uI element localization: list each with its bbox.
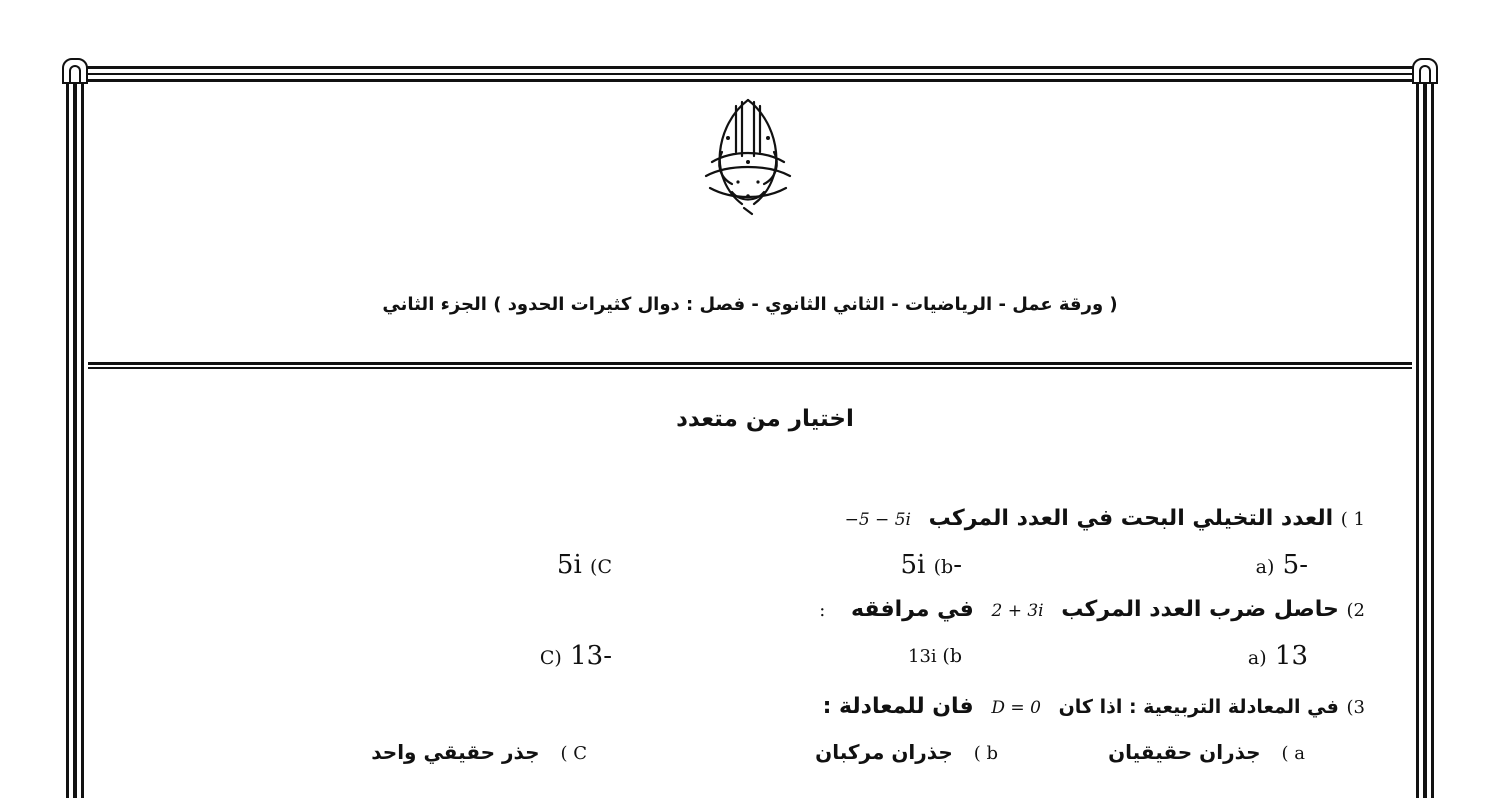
option-c[interactable] bbox=[540, 641, 612, 671]
option-letter: C ) bbox=[560, 743, 587, 764]
question-text: العدد التخيلي البحت في العدد المركب bbox=[928, 506, 1334, 531]
option-value: جذران مركبان bbox=[815, 740, 953, 764]
option-a[interactable] bbox=[1248, 641, 1308, 671]
header-divider bbox=[88, 362, 1412, 369]
option-a[interactable] bbox=[1256, 550, 1308, 580]
question-math: −5 − 5i bbox=[844, 510, 911, 530]
option-b[interactable] bbox=[901, 550, 963, 580]
option-letter: a ) bbox=[1281, 743, 1305, 764]
question-text-after: في مرافقه bbox=[851, 597, 974, 622]
option-value: جذران حقيقيان bbox=[1108, 740, 1261, 764]
border-corner-ornament bbox=[1412, 58, 1438, 84]
option-letter: b ) bbox=[973, 743, 998, 764]
question-3 bbox=[823, 694, 1365, 719]
question-math: 2 + 3i bbox=[991, 601, 1044, 621]
option-value: -13 bbox=[570, 641, 612, 671]
option-c[interactable] bbox=[371, 740, 587, 764]
question-suffix: : bbox=[819, 600, 826, 621]
option-value: -5 bbox=[1282, 550, 1308, 580]
question-text: في المعادلة التربيعية : اذا كان bbox=[1058, 696, 1339, 718]
option-c[interactable] bbox=[557, 550, 612, 580]
option-letter: (C bbox=[590, 556, 612, 578]
question-1 bbox=[835, 506, 1365, 531]
option-value: 13i bbox=[908, 646, 937, 667]
question-text-after: فان للمعادلة : bbox=[822, 694, 974, 719]
option-value: 13 bbox=[1274, 641, 1308, 671]
option-letter: (a bbox=[1255, 556, 1275, 578]
question-math: D = 0 bbox=[991, 698, 1041, 718]
option-value: جذر حقيقي واحد bbox=[371, 740, 540, 764]
question-2 bbox=[819, 597, 1365, 622]
question-text: حاصل ضرب العدد المركب bbox=[1061, 597, 1339, 622]
question-number: 3) bbox=[1346, 697, 1365, 718]
page-border-right bbox=[1416, 78, 1434, 798]
option-letter: (b bbox=[942, 645, 962, 667]
option-letter: (b bbox=[933, 556, 954, 578]
option-b[interactable] bbox=[908, 645, 962, 667]
worksheet-header-title: ( ورقة عمل - الرياضيات - الثاني الثانوي - فصل : دوال كثيرات الحدود ) الجزء الثاني bbox=[382, 294, 1118, 315]
option-letter: (C bbox=[539, 647, 562, 669]
option-value: 5i bbox=[556, 550, 582, 580]
section-title: اختيار من متعدد bbox=[676, 406, 854, 432]
option-letter: (a bbox=[1247, 647, 1267, 669]
page-border-left bbox=[66, 78, 84, 798]
option-value: -5i bbox=[900, 550, 962, 580]
option-a[interactable] bbox=[1108, 740, 1305, 764]
question-number: 1 ) bbox=[1340, 509, 1365, 530]
question-number: 2) bbox=[1346, 600, 1365, 621]
option-b[interactable] bbox=[815, 740, 998, 764]
basmala-calligraphy-emblem bbox=[692, 92, 804, 220]
border-corner-ornament bbox=[62, 58, 88, 84]
page-border-top bbox=[68, 66, 1434, 82]
